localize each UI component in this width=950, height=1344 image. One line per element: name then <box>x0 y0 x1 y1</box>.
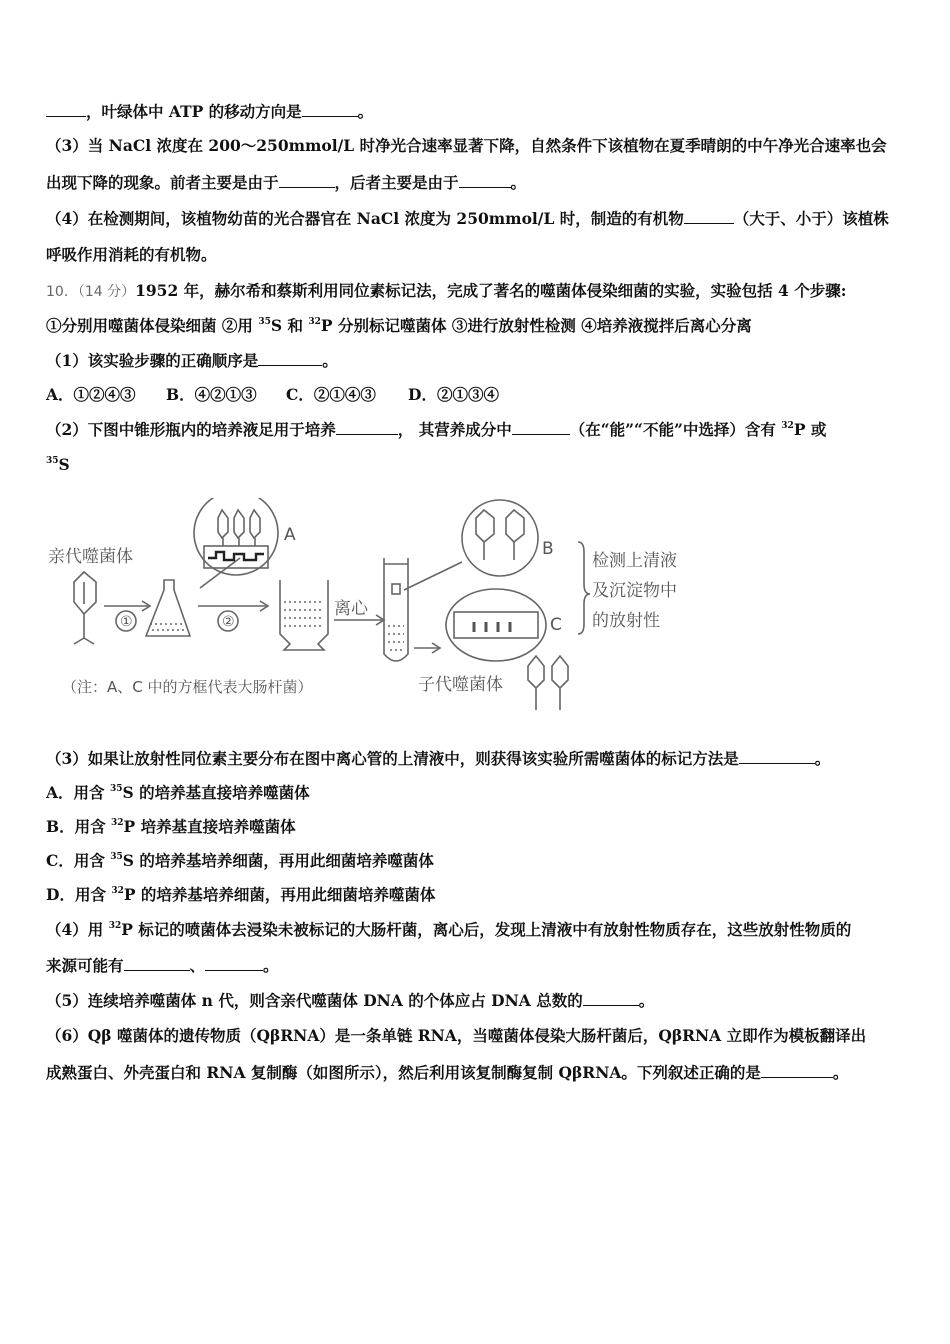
question-10-part-3: （3）如果让放射性同位素主要分布在图中离心管的上清液中，则获得该实验所需噬菌体的标记方法是 。 <box>46 749 831 768</box>
flask-icon <box>146 580 190 636</box>
answer-blank[interactable] <box>512 420 570 435</box>
option-c[interactable]: C．②①④③ <box>286 385 376 404</box>
parent-phage-label: 亲代噬菌体 <box>48 547 133 567</box>
option-c[interactable]: C．用含 $^{35}$S 的培养基培养细菌，再用此细菌培养噬菌体 <box>46 851 434 870</box>
answer-blank[interactable] <box>258 351 322 366</box>
option-d[interactable]: D．用含 $^{32}$P 的培养基培养细菌，再用此细菌培养噬菌体 <box>46 885 436 904</box>
answer-blank[interactable] <box>739 749 815 764</box>
detect-label-2: 及沉淀物中 <box>592 581 677 601</box>
answer-blank[interactable] <box>205 956 263 971</box>
detect-label-1: 检测上清液 <box>592 551 677 571</box>
svg-text:B: B <box>542 539 554 559</box>
question-10-steps: ①分别用噬菌体侵染细菌 ②用 $^{35}$S 和 $^{32}$P 分别标记噬菌体 ③进行放射性检测 ④培养液搅拌后离心分离 <box>46 316 752 335</box>
magnified-circle-a <box>194 498 278 575</box>
line-atp-direction: ，叶绿体中 ATP 的移动方向是 。 <box>46 101 373 123</box>
answer-blank[interactable] <box>761 1063 833 1078</box>
option-d[interactable]: D．②①③④ <box>408 385 499 404</box>
answer-blank[interactable] <box>336 420 398 435</box>
question-10-part-6: （6）Qβ 噬菌体的遗传物质（QβRNA）是一条单链 RNA，当噬菌体侵染大肠杆菌后，QβRNA 立即作为模板翻译出 <box>46 1026 867 1045</box>
option-a[interactable]: A．用含 $^{35}$S 的培养基直接培养噬菌体 <box>46 783 310 802</box>
answer-blank[interactable] <box>583 991 639 1006</box>
experiment-diagram <box>44 498 744 716</box>
bracket <box>578 542 590 634</box>
svg-text:②: ② <box>222 614 235 630</box>
question-4-line-2: 呼吸作用消耗的有机物。 <box>46 245 217 264</box>
question-10-part-1-options <box>46 384 499 406</box>
beaker-icon <box>280 580 328 650</box>
offspring-phage-icons <box>528 656 568 710</box>
option-b[interactable]: B．用含 $^{32}$P 培养基直接培养噬菌体 <box>46 817 296 836</box>
centrifuge-label: 离心 <box>334 599 368 619</box>
question-10-part-4: （4）用 $^{32}$P 标记的喷菌体去浸染未被标记的大肠杆菌，离心后，发现上清液中有放射性物质存在，这些放射性物质的 <box>46 920 852 939</box>
magnified-circle-c <box>446 589 546 661</box>
question-10-part-1: （1）该实验步骤的正确顺序是 。 <box>46 351 338 370</box>
question-10-part-2-cont: $^{35}$S <box>46 455 70 474</box>
question-4-line-1: （4）在检测期间，该植物幼苗的光合器官在 NaCl 浓度为 250mmol/L 时，制造的有机物 （大于、小于）该植株 <box>46 209 889 228</box>
answer-blank[interactable] <box>46 102 86 117</box>
answer-blank[interactable] <box>124 956 190 971</box>
detect-label-3: 的放射性 <box>592 611 660 631</box>
question-10-part-6-cont: 成熟蛋白、外壳蛋白和 RNA 复制酶（如图所示），然后利用该复制酶复制 QβRNA。下列叙述正确的是 。 <box>46 1063 849 1082</box>
question-3-line-2: 出现下降的现象。前者主要是由于 ，后者主要是由于 。 <box>46 173 527 192</box>
option-b[interactable]: B．④②①③ <box>166 385 257 404</box>
figure-note: （注：A、C 中的方框代表大肠杆菌） <box>62 678 313 696</box>
svg-text:①: ① <box>120 614 133 630</box>
parent-phage-icon <box>74 572 96 644</box>
answer-blank[interactable] <box>279 173 335 188</box>
offspring-label: 子代噬菌体 <box>418 675 503 695</box>
question-10-part-2: （2）下图中锥形瓶内的培养液足用于培养 ， 其营养成分中 （在“能”“不能”中选择）含有 $^{32}$P 或 <box>46 420 827 439</box>
magnified-circle-b <box>462 500 538 576</box>
question-10-part-5: （5）连续培养噬菌体 n 代，则含亲代噬菌体 DNA 的个体应占 DNA 总数的 。 <box>46 991 655 1010</box>
svg-text:C: C <box>550 615 562 635</box>
option-a[interactable]: A．①②④③ <box>46 385 136 404</box>
answer-blank[interactable] <box>684 209 734 224</box>
question-3-line-1: （3）当 NaCl 浓度在 200～250mmol/L 时净光合速率显著下降，自然条件下该植物在夏季晴朗的中午净光合速率也会 <box>46 136 887 155</box>
answer-blank[interactable] <box>459 173 511 188</box>
svg-text:A: A <box>284 525 296 545</box>
answer-blank[interactable] <box>302 102 358 117</box>
question-10-title: 10．（14 分）1952 年，赫尔希和蔡斯利用同位素标记法，完成了著名的噬菌体侵染细菌的实验，实验包括 4 个步骤: <box>46 281 847 300</box>
question-10-part-4-cont: 来源可能有 、 。 <box>46 956 279 975</box>
centrifuge-tube-icon <box>384 558 408 661</box>
